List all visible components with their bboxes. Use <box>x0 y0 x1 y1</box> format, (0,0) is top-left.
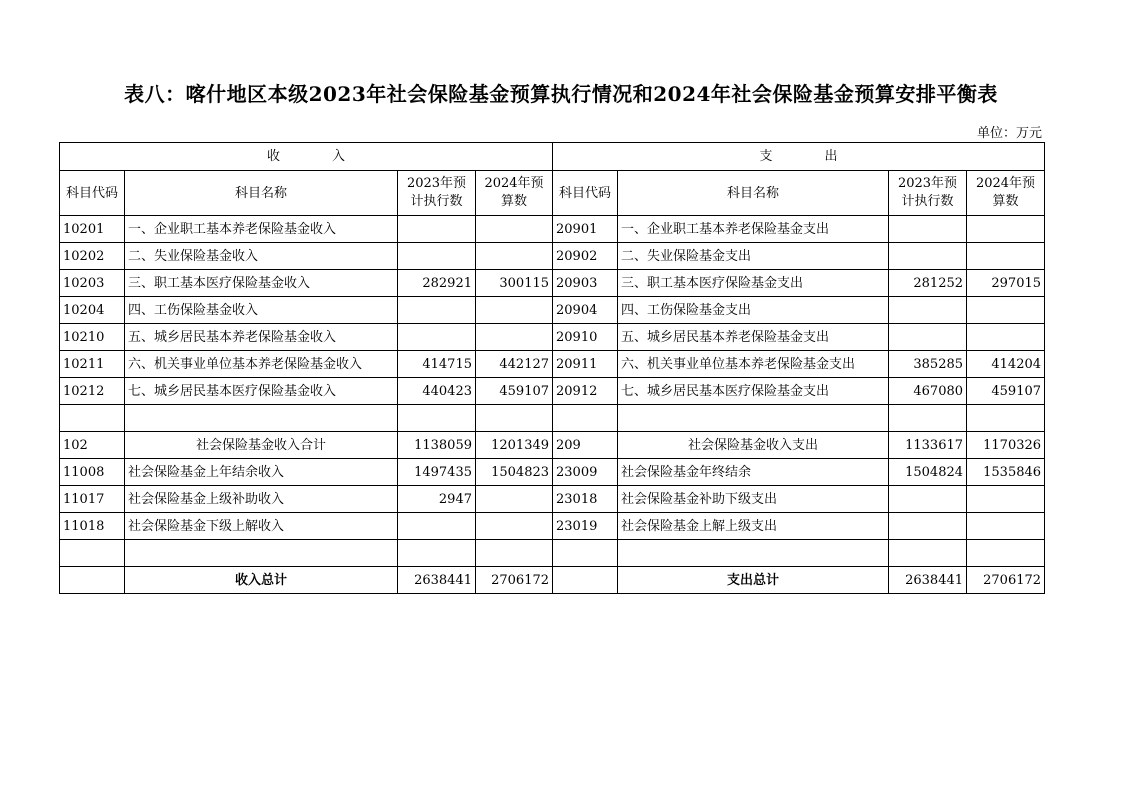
income-name-cell: 社会保险基金下级上解收入 <box>125 513 398 540</box>
income-code-cell: 11008 <box>60 459 125 486</box>
income-2024-cell <box>476 486 553 513</box>
income-total-label: 收入总计 <box>125 567 398 594</box>
income-code-cell <box>60 540 125 567</box>
expense-2024-cell <box>967 243 1045 270</box>
income-2023-cell <box>398 324 476 351</box>
expense-name-cell: 社会保险基金年终结余 <box>618 459 889 486</box>
income-name-cell: 社会保险基金收入合计 <box>125 432 398 459</box>
income-2024-cell <box>476 513 553 540</box>
expense-2023-cell: 1504824 <box>889 459 967 486</box>
table-row <box>60 405 1045 432</box>
income-code-cell <box>60 405 125 432</box>
expense-2023-cell <box>889 513 967 540</box>
expense-2023-cell <box>889 297 967 324</box>
expense-code-cell: 23018 <box>553 486 618 513</box>
income-section-header: 收 入 <box>60 143 553 171</box>
expense-2024-cell: 1535846 <box>967 459 1045 486</box>
expense-2023-header: 2023年预计执行数 <box>889 171 967 216</box>
income-name-cell: 四、工伤保险基金收入 <box>125 297 398 324</box>
income-code-cell: 10211 <box>60 351 125 378</box>
income-2023-cell: 440423 <box>398 378 476 405</box>
income-2023-cell <box>398 540 476 567</box>
expense-total-2023: 2638441 <box>889 567 967 594</box>
totals-row <box>60 567 1045 594</box>
expense-2024-cell <box>967 486 1045 513</box>
expense-2023-cell <box>889 486 967 513</box>
expense-2024-cell <box>967 216 1045 243</box>
income-name-cell: 三、职工基本医疗保险基金收入 <box>125 270 398 297</box>
income-2024-cell <box>476 405 553 432</box>
expense-code-cell <box>553 540 618 567</box>
expense-name-cell: 社会保险基金上解上级支出 <box>618 513 889 540</box>
expense-code-cell: 20904 <box>553 297 618 324</box>
table-row <box>60 297 1045 324</box>
expense-code-header: 科目代码 <box>553 171 618 216</box>
expense-2023-cell: 1133617 <box>889 432 967 459</box>
income-2024-cell <box>476 297 553 324</box>
income-2024-cell: 459107 <box>476 378 553 405</box>
expense-2024-cell: 297015 <box>967 270 1045 297</box>
income-name-cell: 六、机关事业单位基本养老保险基金收入 <box>125 351 398 378</box>
expense-section-header: 支 出 <box>553 143 1045 171</box>
income-total-code-cell <box>60 567 125 594</box>
income-2023-cell <box>398 405 476 432</box>
expense-name-cell <box>618 405 889 432</box>
income-total-2024: 2706172 <box>476 567 553 594</box>
expense-2024-cell <box>967 513 1045 540</box>
expense-code-cell: 20901 <box>553 216 618 243</box>
expense-code-cell: 20911 <box>553 351 618 378</box>
expense-2024-cell <box>967 324 1045 351</box>
income-2024-cell: 442127 <box>476 351 553 378</box>
expense-name-cell: 社会保险基金收入支出 <box>618 432 889 459</box>
income-2024-cell: 300115 <box>476 270 553 297</box>
expense-code-cell: 23009 <box>553 459 618 486</box>
expense-2023-cell: 467080 <box>889 378 967 405</box>
expense-2023-cell <box>889 405 967 432</box>
expense-name-cell: 社会保险基金补助下级支出 <box>618 486 889 513</box>
expense-name-header: 科目名称 <box>618 171 889 216</box>
table-row <box>60 324 1045 351</box>
income-2024-header: 2024年预算数 <box>476 171 553 216</box>
income-name-cell <box>125 405 398 432</box>
income-2024-cell: 1504823 <box>476 459 553 486</box>
unit-label: 单位：万元 <box>976 126 1042 141</box>
table-row <box>60 270 1045 297</box>
income-code-cell: 10204 <box>60 297 125 324</box>
expense-2023-cell: 385285 <box>889 351 967 378</box>
table-row <box>60 351 1045 378</box>
page-title: 表八：喀什地区本级2023年社会保险基金预算执行情况和2024年社会保险基金预算安排平衡表 <box>124 82 998 106</box>
income-name-cell: 一、企业职工基本养老保险基金收入 <box>125 216 398 243</box>
income-2024-cell <box>476 243 553 270</box>
expense-code-cell: 20912 <box>553 378 618 405</box>
table-row <box>60 216 1045 243</box>
income-2023-cell <box>398 513 476 540</box>
expense-name-cell: 七、城乡居民基本医疗保险基金支出 <box>618 378 889 405</box>
table-row <box>60 432 1045 459</box>
expense-code-cell: 20903 <box>553 270 618 297</box>
income-2023-cell <box>398 297 476 324</box>
income-2023-cell <box>398 243 476 270</box>
income-name-cell <box>125 540 398 567</box>
income-code-cell: 10212 <box>60 378 125 405</box>
expense-code-cell: 20910 <box>553 324 618 351</box>
income-code-cell: 10210 <box>60 324 125 351</box>
expense-2023-cell <box>889 540 967 567</box>
table-row <box>60 243 1045 270</box>
income-2024-cell <box>476 324 553 351</box>
expense-code-cell <box>553 405 618 432</box>
table-row <box>60 513 1045 540</box>
expense-total-label: 支出总计 <box>618 567 889 594</box>
expense-total-2024: 2706172 <box>967 567 1045 594</box>
income-total-2023: 2638441 <box>398 567 476 594</box>
income-code-cell: 102 <box>60 432 125 459</box>
expense-2023-cell: 281252 <box>889 270 967 297</box>
income-2023-cell: 414715 <box>398 351 476 378</box>
table-row <box>60 540 1045 567</box>
expense-total-code-cell <box>553 567 618 594</box>
table-row <box>60 486 1045 513</box>
expense-name-cell: 三、职工基本医疗保险基金支出 <box>618 270 889 297</box>
expense-2024-cell <box>967 540 1045 567</box>
expense-name-cell: 二、失业保险基金支出 <box>618 243 889 270</box>
income-name-cell: 二、失业保险基金收入 <box>125 243 398 270</box>
expense-name-cell: 四、工伤保险基金支出 <box>618 297 889 324</box>
expense-2024-cell: 459107 <box>967 378 1045 405</box>
income-name-cell: 七、城乡居民基本医疗保险基金收入 <box>125 378 398 405</box>
expense-2023-cell <box>889 216 967 243</box>
income-code-cell: 11018 <box>60 513 125 540</box>
income-2023-cell: 1497435 <box>398 459 476 486</box>
expense-name-cell: 五、城乡居民基本养老保险基金支出 <box>618 324 889 351</box>
income-code-cell: 10201 <box>60 216 125 243</box>
expense-2024-cell <box>967 297 1045 324</box>
income-code-cell: 10202 <box>60 243 125 270</box>
income-code-cell: 10203 <box>60 270 125 297</box>
expense-2024-cell <box>967 405 1045 432</box>
income-code-cell: 11017 <box>60 486 125 513</box>
expense-2024-cell: 414204 <box>967 351 1045 378</box>
income-2023-header: 2023年预计执行数 <box>398 171 476 216</box>
income-name-cell: 社会保险基金上级补助收入 <box>125 486 398 513</box>
income-name-header: 科目名称 <box>125 171 398 216</box>
table-row <box>60 459 1045 486</box>
income-2024-cell <box>476 540 553 567</box>
income-2023-cell <box>398 216 476 243</box>
expense-name-cell: 一、企业职工基本养老保险基金支出 <box>618 216 889 243</box>
expense-2023-cell <box>889 324 967 351</box>
income-2024-cell <box>476 216 553 243</box>
expense-code-cell: 20902 <box>553 243 618 270</box>
income-2023-cell: 2947 <box>398 486 476 513</box>
balance-table <box>59 142 1045 594</box>
income-name-cell: 社会保险基金上年结余收入 <box>125 459 398 486</box>
expense-2023-cell <box>889 243 967 270</box>
income-code-header: 科目代码 <box>60 171 125 216</box>
expense-code-cell: 209 <box>553 432 618 459</box>
income-2023-cell: 282921 <box>398 270 476 297</box>
income-2024-cell: 1201349 <box>476 432 553 459</box>
expense-name-cell <box>618 540 889 567</box>
expense-2024-header: 2024年预算数 <box>967 171 1045 216</box>
income-2023-cell: 1138059 <box>398 432 476 459</box>
expense-name-cell: 六、机关事业单位基本养老保险基金支出 <box>618 351 889 378</box>
expense-code-cell: 23019 <box>553 513 618 540</box>
table-row <box>60 378 1045 405</box>
expense-2024-cell: 1170326 <box>967 432 1045 459</box>
income-name-cell: 五、城乡居民基本养老保险基金收入 <box>125 324 398 351</box>
